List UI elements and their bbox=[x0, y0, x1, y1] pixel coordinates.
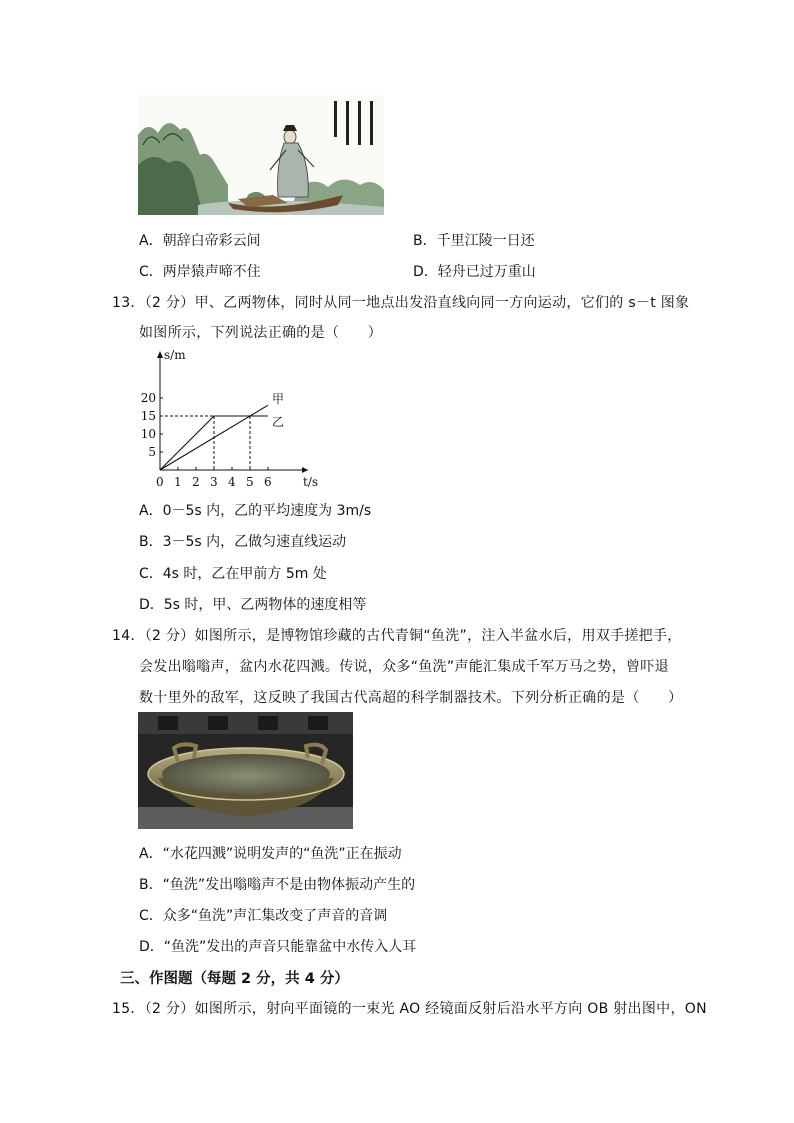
y-tick-label: 20 bbox=[140, 391, 156, 405]
y-axis-label: s/m bbox=[164, 348, 186, 362]
x-tick-label: 4 bbox=[228, 475, 236, 489]
legend-yi: 乙 bbox=[272, 415, 285, 429]
y-tick-label: 10 bbox=[140, 427, 156, 441]
q12-option-a: A．朝辞白帝彩云间 bbox=[139, 233, 261, 249]
y-tick-label: 15 bbox=[140, 409, 156, 423]
x-axis-label: t/s bbox=[303, 475, 319, 489]
q13-option-d: D．5s 时，甲、乙两物体的速度相等 bbox=[139, 597, 367, 613]
x-tick-label: 5 bbox=[246, 475, 254, 489]
q13-option-b: B．3－5s 内，乙做匀速直线运动 bbox=[139, 534, 347, 550]
q12-option-b: B．千里江陵一日还 bbox=[413, 233, 535, 249]
q14-stem-line2: 会发出嗡嗡声，盆内水花四溅。传说，众多“鱼洗”声能汇集成千军万马之势，曾吓退 bbox=[139, 659, 669, 675]
q14-option-b: B．“鱼洗”发出嗡嗡声不是由物体振动产生的 bbox=[139, 877, 416, 893]
q14-option-d: D．“鱼洗”发出的声音只能靠盆中水传入人耳 bbox=[139, 939, 417, 955]
section-title: 三、作图题（每题 2 分，共 4 分） bbox=[120, 971, 349, 987]
y-axis-arrow bbox=[157, 351, 163, 358]
x-tick-label: 3 bbox=[210, 475, 218, 489]
q15-stem-line1: 15．（2 分）如图所示，射向平面镜的一束光 AO 经镜面反射后沿水平方向 OB 射出图中，ON bbox=[112, 1001, 707, 1017]
q14-stem-line1: 14．（2 分）如图所示，是博物馆珍藏的古代青铜“鱼洗”，注入半盆水后，用双手搓把手， bbox=[112, 628, 682, 644]
legend-jia: 甲 bbox=[272, 392, 285, 407]
q12-option-c: C．两岸猿声啼不住 bbox=[139, 264, 261, 280]
y-tick-label: 5 bbox=[148, 445, 156, 459]
fish-basin-photo bbox=[138, 712, 353, 829]
poem-painting bbox=[138, 95, 384, 215]
q14-stem-line3: 数十里外的敌军，这反映了我国古代高超的科学制器技术。下列分析正确的是（ ） bbox=[139, 690, 683, 706]
x-tick-label: 0 bbox=[156, 475, 164, 489]
x-tick-label: 6 bbox=[264, 475, 272, 489]
q13-stem-line1: 13．（2 分）甲、乙两物体，同时从同一地点出发沿直线向同一方向运动，它们的 s－t 图象 bbox=[112, 295, 690, 311]
x-axis-arrow bbox=[302, 467, 308, 473]
st-graph bbox=[140, 345, 330, 490]
q13-option-c: C．4s 时，乙在甲前方 5m 处 bbox=[139, 566, 327, 582]
q12-option-d: D．轻舟已过万重山 bbox=[413, 264, 536, 280]
q13-option-a: A．0－5s 内，乙的平均速度为 3m/s bbox=[139, 503, 372, 519]
series-line-jia bbox=[160, 405, 268, 470]
x-tick-label: 2 bbox=[192, 475, 200, 489]
q13-stem-line2: 如图所示，下列说法正确的是（ ） bbox=[139, 325, 383, 341]
q14-option-c: C．众多“鱼洗”声汇集改变了声音的音调 bbox=[139, 908, 388, 924]
q14-option-a: A．“水花四溅”说明发声的“鱼洗”正在振动 bbox=[139, 846, 402, 862]
x-tick-label: 1 bbox=[174, 475, 182, 489]
